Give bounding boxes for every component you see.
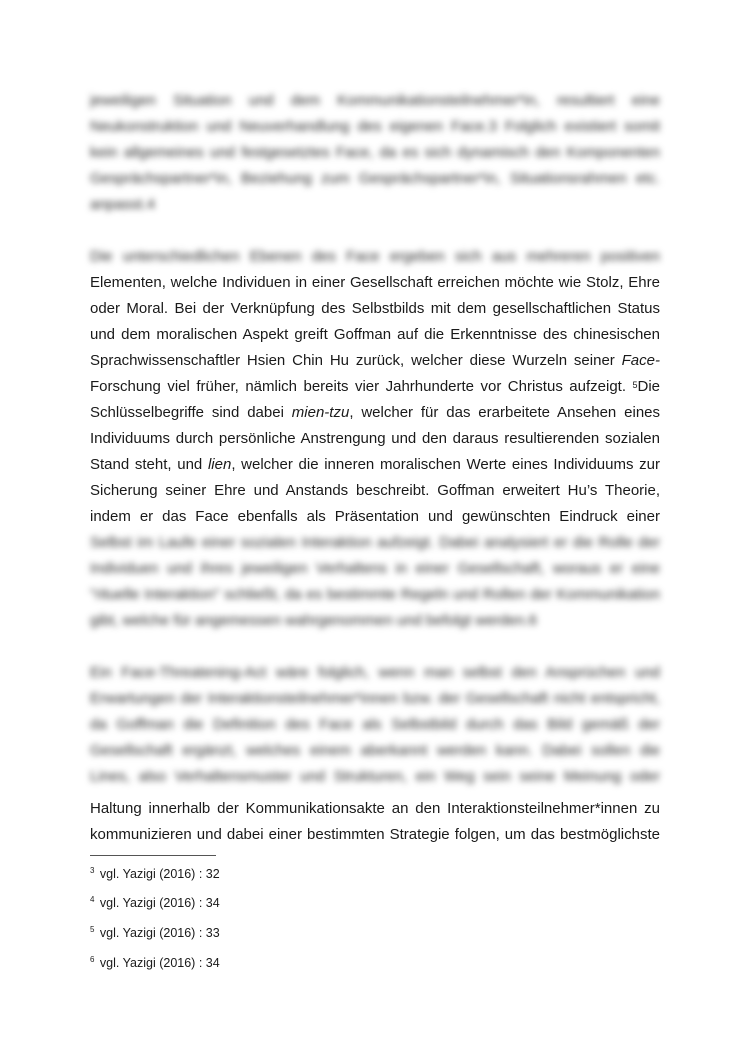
text-span: , welcher die inneren moralischen Werte eines Individuums zur [231, 456, 660, 473]
footnote-text: vgl. Yazigi (2016) : 33 [96, 926, 220, 940]
footnote-text: vgl. Yazigi (2016) : 34 [96, 896, 220, 910]
footnote [90, 954, 220, 972]
text-span: Forschung viel früher, nämlich bereits vier Jahrhunderte vor Christus aufzeigt. [90, 378, 633, 395]
footnote-number: 3 [90, 866, 95, 875]
footnote [90, 894, 220, 912]
body-text-line [90, 452, 660, 478]
blurred-text-line: Lines, also Verhaltensmuster und Strukturen, ein Weg sein seine Meinung oder [90, 768, 660, 785]
blurred-text-line: Selbst im Laufe einer sozialen Interaktion aufzeigt. Dabei analysiert er die Rolle der [90, 534, 660, 551]
text-span: Die [637, 378, 660, 395]
body-text-line: kommunizieren und dabei einer bestimmten Strategie folgen, um das bestmöglichste [90, 826, 660, 843]
footnote-text: vgl. Yazigi (2016) : 32 [96, 867, 220, 881]
body-text-line: Individuums durch persönliche Anstrengung und den daraus resultierenden sozialen [90, 430, 660, 447]
footnote-number: 5 [90, 925, 95, 934]
text-span: Sprachwissenschaftler Hsien Chin Hu zurück, welcher diese Wurzeln seiner [90, 352, 622, 369]
italic-term: lien [207, 456, 232, 473]
blurred-text-line: da Goffman die Definition des Face als Selbstbild durch das Bild gemäß der [90, 716, 660, 733]
body-text-line [90, 374, 660, 400]
blurred-text-line: kein allgemeines und festgesetztes Face, da es sich dynamisch den Komponenten [90, 144, 660, 161]
footnote-number: 4 [90, 895, 95, 904]
blurred-text-line: Gesellschaft ergänzt, welches einem aberkannt werden kann. Dabei sollen die [90, 742, 660, 759]
text-span: , welcher für das erarbeitete Ansehen eines [349, 404, 660, 421]
blurred-text-line: gibt, welche für angemessen wahrgenommen und befolgt werden.6 [90, 612, 537, 629]
footnote [90, 865, 220, 883]
body-text-line [90, 348, 660, 374]
blurred-text-line: Gesprächspartner*in, Beziehung zum Gesprächspartner*in, Situationsrahmen etc. [90, 170, 660, 187]
footnote-divider [90, 855, 216, 856]
footnote-number: 6 [90, 955, 95, 964]
blurred-text-line: "rituelle Interaktion" schließt, da es bestimmte Regeln und Rollen der Kommunikation [90, 586, 660, 603]
blurred-text-line: Individuen und ihres jeweiligen Verhaltens in einer Gesellschaft, woraus er eine [90, 560, 660, 577]
footnote-text: vgl. Yazigi (2016) : 34 [96, 956, 220, 970]
blurred-text-line: Ein Face-Threatening-Act wäre folglich, wenn man selbst den Ansprüchen und [90, 664, 660, 681]
blurred-text-line: anpasst.4 [90, 196, 156, 213]
text-span: Stand steht, und [90, 456, 208, 473]
blurred-text-line: jeweiligen Situation und dem Kommunikationsteilnehmer*in, resultiert eine [90, 92, 660, 109]
body-text-line: Sicherung seiner Ehre und Anstands beschreibt. Goffman erweitert Hu’s Theorie, [90, 482, 660, 499]
body-text-line: Elementen, welche Individuen in einer Gesellschaft erreichen möchte wie Stolz, Ehre [90, 274, 660, 291]
footnote [90, 924, 220, 942]
blurred-text-line: Neukonstruktion und Neuverhandlung des eigenen Face.3 Folglich existiert somit [90, 118, 660, 135]
blurred-text-line: Die unterschiedlichen Ebenen des Face ergeben sich aus mehreren positiven [90, 248, 660, 265]
text-span: - [655, 352, 660, 369]
italic-term: Face [621, 352, 655, 369]
body-text-line [90, 400, 660, 426]
text-span: Schlüsselbegriffe sind dabei [90, 404, 292, 421]
italic-term: mien-tzu [291, 404, 350, 421]
body-text-line: indem er das Face ebenfalls als Präsentation und gewünschten Eindruck einer [90, 508, 660, 525]
blurred-text-line: Erwartungen der Interaktionsteilnehmer*innen bzw. der Gesellschaft nicht entspricht, [90, 690, 660, 707]
body-text-line: und dem moralischen Aspekt greift Goffman auf die Erkenntnisse des chinesischen [90, 326, 660, 343]
footnote-marker: 5 [632, 380, 638, 390]
body-text-line: oder Moral. Bei der Verknüpfung des Selbstbilds mit dem gesellschaftlichen Status [90, 300, 660, 317]
body-text-line: Haltung innerhalb der Kommunikationsakte an den Interaktionsteilnehmer*innen zu [90, 800, 660, 817]
